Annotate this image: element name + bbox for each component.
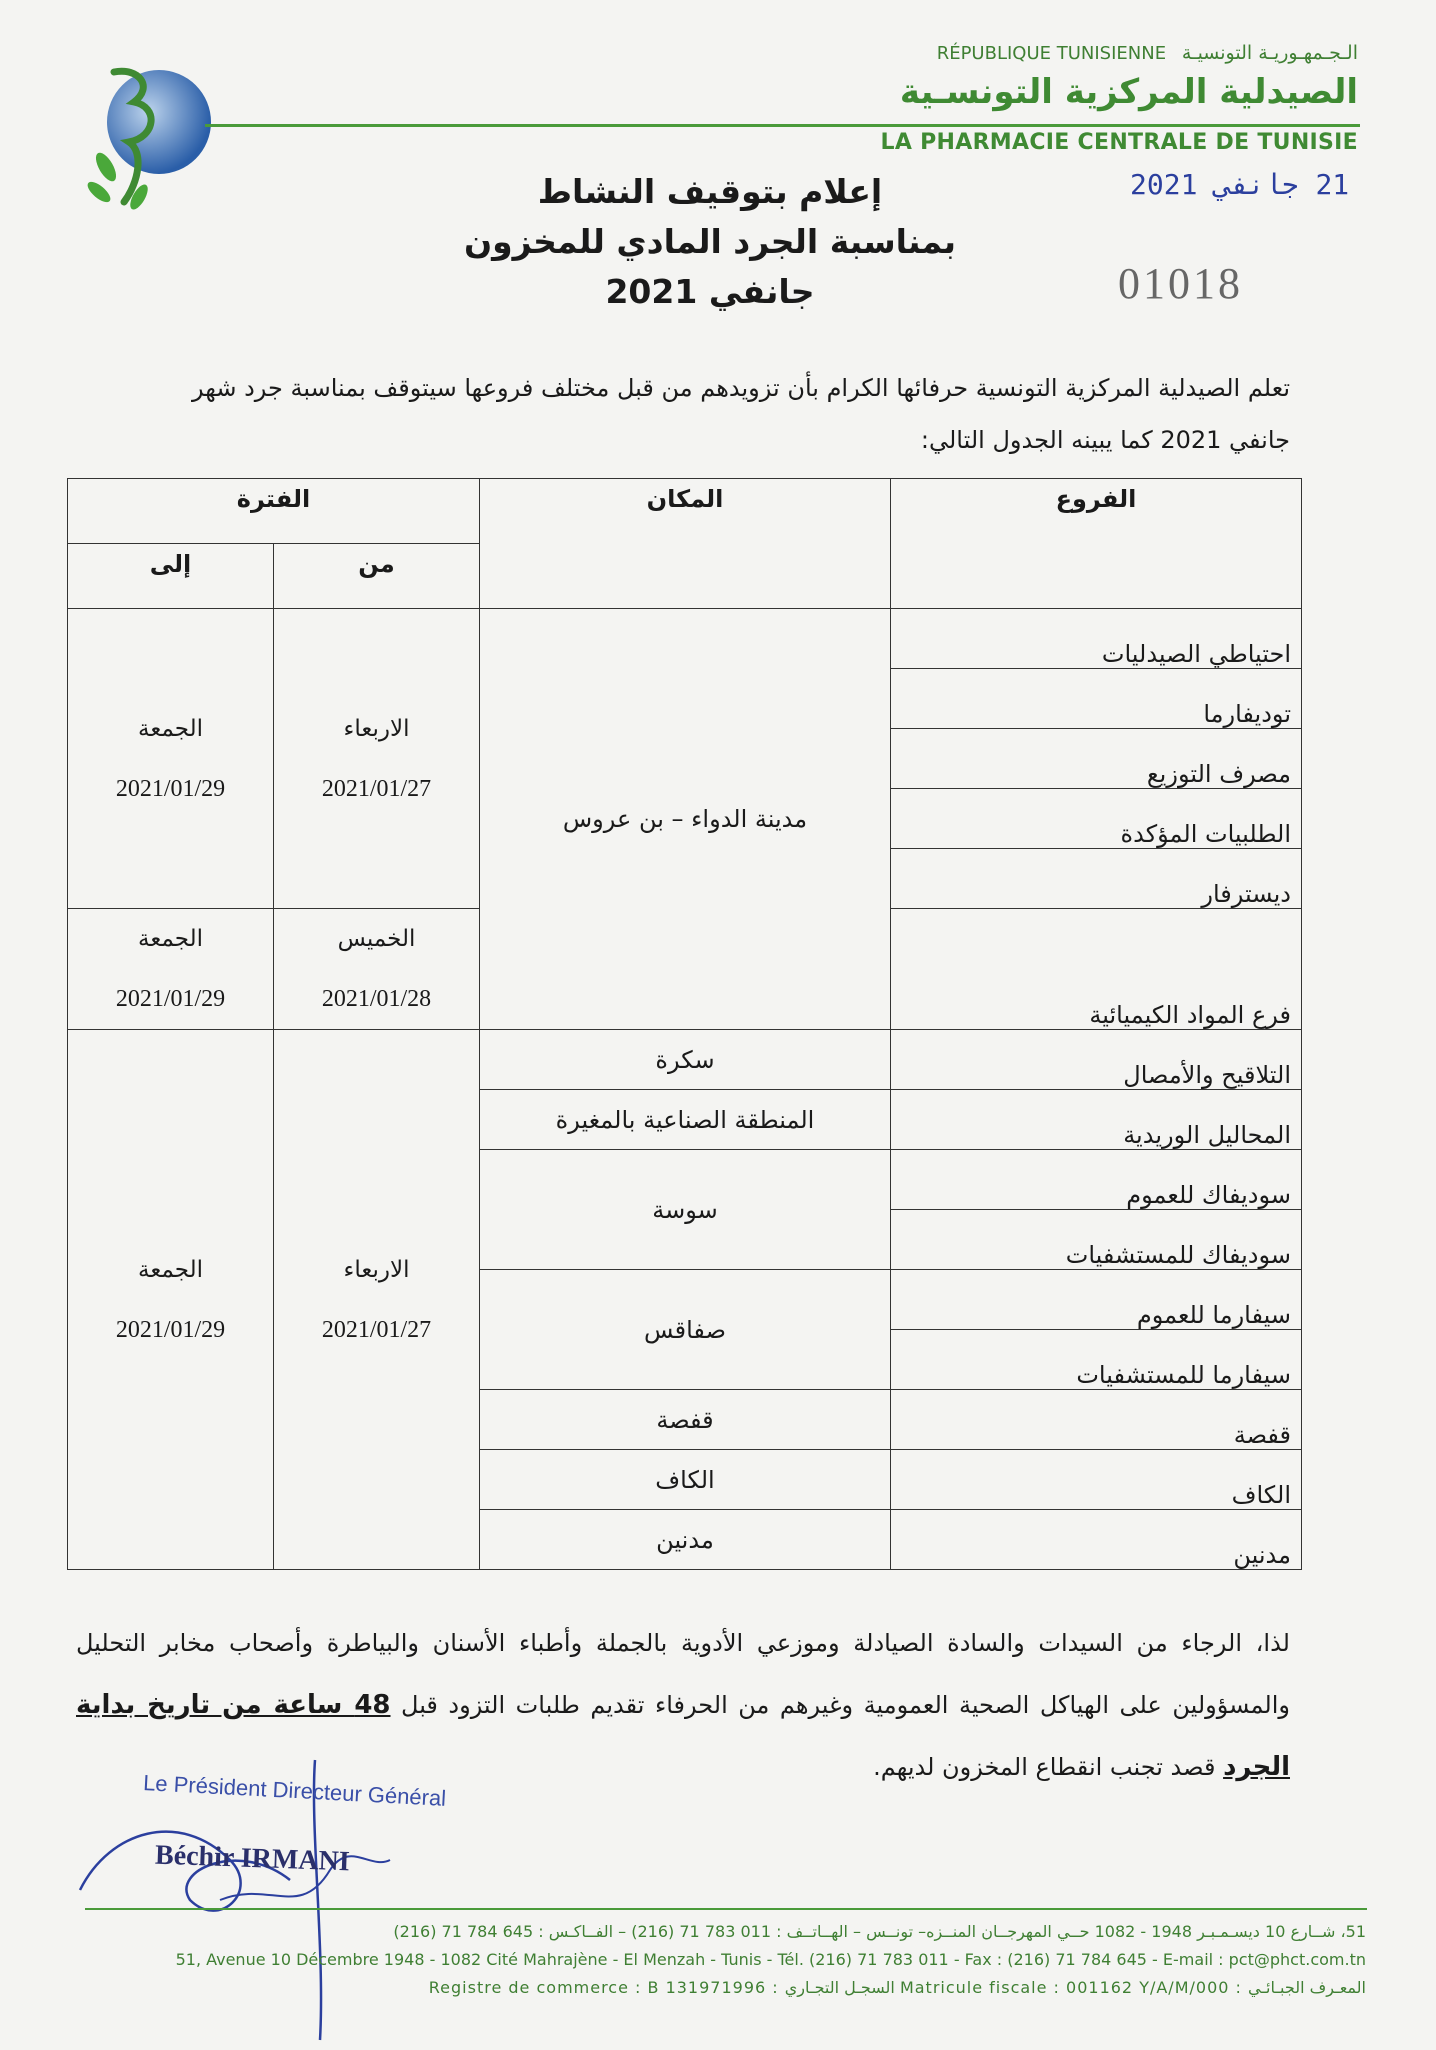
footer-address-ar: 51، شــارع 10 ديسـمـبـر 1948 - 1082 حــي المهرجــان المنــزه– تونــس – الهــاتــف : 011 783 71 (216) – الفــاكـس : 645 784 71 (216) <box>393 1922 1366 1941</box>
branch-cell: مدنين <box>891 1510 1302 1570</box>
period-from-cell <box>274 1030 480 1570</box>
pharmacy-logo-icon <box>84 62 214 222</box>
closing-end: قصد تجنب انقطاع المخزون لديهم. <box>873 1753 1216 1781</box>
to-day: الجمعة <box>138 926 203 952</box>
branch-cell: التلاقيح والأمصال <box>891 1030 1302 1090</box>
header-period: الفترة <box>68 479 480 544</box>
header-branches: الفروع <box>891 479 1302 609</box>
from-day: الخميس <box>337 926 416 952</box>
branch-cell: المحاليل الوريدية <box>891 1090 1302 1150</box>
footer-address-fr: 51, Avenue 10 Décembre 1948 - 1082 Cité Mahrajène - El Menzah - Tunis - Tél. (216) 71 783 011 - Fax : (216) 71 784 645 - E-mail : pct@phct.com.tn <box>175 1950 1366 1969</box>
from-date: 2021/01/28 <box>321 986 432 1012</box>
to-date: 2021/01/29 <box>115 1316 226 1343</box>
location-cell: سكرة <box>480 1030 891 1090</box>
branch-cell: توديفارما <box>891 669 1302 729</box>
location-cell: صفاقس <box>480 1270 891 1390</box>
location-cell: مدينة الدواء – بن عروس <box>480 609 891 1030</box>
period-to-cell <box>68 1030 274 1570</box>
branch-cell: الطلبيات المؤكدة <box>891 789 1302 849</box>
closing-text: لذا، الرجاء من السيدات والسادة الصيادلة وموزعي الأدوية بالجملة وأطباء الأسنان والبياطرة وأصحاب مخابر التحليل والمسؤولين على الهياكل الصحية العمومية وغيرهم من الحرفاء تقديم طلبات التزود قبل <box>76 1629 1291 1719</box>
period-from-cell <box>274 609 480 909</box>
branch-cell: مصرف التوزيع <box>891 729 1302 789</box>
branch-cell: ديسترفار <box>891 849 1302 909</box>
from-date: 2021/01/27 <box>321 1316 432 1343</box>
signatory-title: Le Président Directeur Général <box>142 1770 447 1811</box>
location-cell: مدنين <box>480 1510 891 1570</box>
republic-ar: الـجـمهـوريـة التونسيـة <box>1181 42 1358 64</box>
period-to-cell <box>68 909 274 1030</box>
to-day: الجمعة <box>138 1256 203 1283</box>
branch-cell: فرع المواد الكيميائية <box>891 909 1302 1030</box>
location-cell: قفصة <box>480 1390 891 1450</box>
republic-fr: RÉPUBLIQUE TUNISIENNE <box>936 43 1167 64</box>
from-date: 2021/01/27 <box>321 775 432 802</box>
header-from: من <box>274 544 480 609</box>
branch-cell: سوديفاك للمستشفيات <box>891 1210 1302 1270</box>
title-line-1: إعلام بتوقيف النشاط <box>537 172 883 211</box>
header-to: إلى <box>68 544 274 609</box>
organization-name-fr: LA PHARMACIE CENTRALE DE TUNISIE <box>880 130 1358 155</box>
intro-paragraph: تعلم الصيدلية المركزية التونسية حرفائها الكرام بأن تزويدهم من قبل مختلف فروعها سيتوقف بمناسبة جرد شهر جانفي 2021 كما يبينه الجدول التالي: <box>192 374 1290 454</box>
location-cell: المنطقة الصناعية بالمغيرة <box>480 1090 891 1150</box>
reference-number: 01018 <box>1118 259 1243 308</box>
branch-cell: سيفارما للمستشفيات <box>891 1330 1302 1390</box>
to-day: الجمعة <box>138 715 203 742</box>
period-to-cell <box>68 609 274 909</box>
header-rule <box>205 124 1360 127</box>
branch-cell: الكاف <box>891 1450 1302 1510</box>
location-cell: سوسة <box>480 1150 891 1270</box>
received-date-stamp: 21 جانفي 2021 <box>1130 168 1350 201</box>
closing-deadline: 48 ساعة من تاريخ بداية الجرد <box>76 1690 1290 1782</box>
branch-cell: سوديفاك للعموم <box>891 1150 1302 1210</box>
branch-cell: احتياطي الصيدليات <box>891 609 1302 669</box>
to-date: 2021/01/29 <box>115 986 226 1012</box>
branch-cell: قفصة <box>891 1390 1302 1450</box>
location-cell: الكاف <box>480 1450 891 1510</box>
footer-rule <box>85 1908 1367 1910</box>
organization-name-ar: الصيدلية المركزية التونسـية <box>899 72 1358 112</box>
from-day: الاربعاء <box>343 715 410 742</box>
inventory-schedule-table <box>67 478 1302 1570</box>
signatory-name: Béchir IRMANI <box>154 1839 351 1878</box>
republic-label <box>937 42 1358 64</box>
footer-registry: Registre de commerce : B 131971996 : السجـل التجـاري Matricule fiscale : 001162 Y/A/M/000 : المعـرف الجبـائـي <box>428 1978 1366 1997</box>
to-date: 2021/01/29 <box>115 775 226 802</box>
from-day: الاربعاء <box>343 1256 410 1283</box>
branch-cell: سيفارما للعموم <box>891 1270 1302 1330</box>
title-line-3: جانفي 2021 <box>605 272 815 311</box>
period-from-cell <box>274 909 480 1030</box>
title-line-2: بمناسبة الجرد المادي للمخزون <box>463 222 957 261</box>
header-location: المكان <box>480 479 891 609</box>
